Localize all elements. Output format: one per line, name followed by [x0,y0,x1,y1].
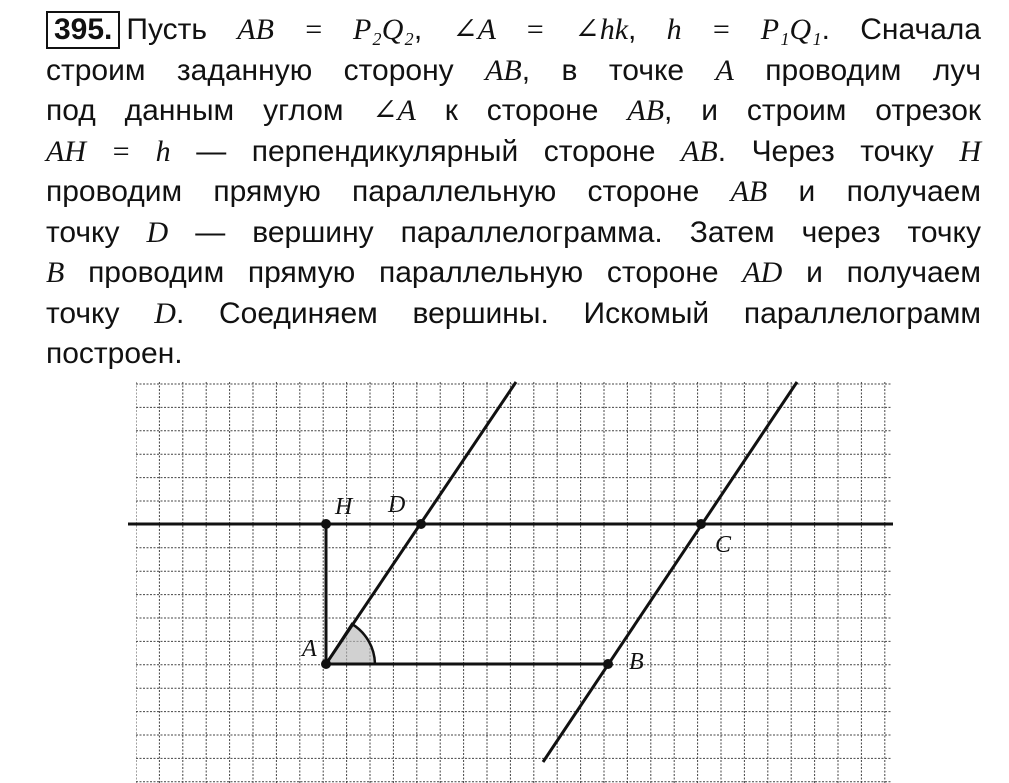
text-run: строим заданную сторону [46,53,486,87]
point-h [321,519,331,529]
point-c [696,519,706,529]
math-run: AD [742,256,783,289]
text-run: и получаем [782,256,981,289]
text-run: построен. [46,337,183,370]
text-run: , в точке [521,53,716,87]
problem-number: 395. [46,11,120,49]
label-c: C [715,532,732,558]
math-run: ₁ [779,13,790,46]
text-run: и получаем [767,175,981,208]
text-run: Пусть [126,13,238,46]
math-run: D [146,215,169,249]
math-run: AB [485,53,522,87]
label-b: B [629,649,644,675]
math-run: AB = P [237,13,372,46]
math-run: ₁ [811,13,822,46]
text-run: , [628,13,667,46]
math-run: ∠A [372,94,416,127]
text-run: точку [46,296,155,330]
math-run: A [715,53,734,87]
math-run: Q [381,13,404,46]
math-run: D [154,296,176,330]
text-run: проводим прямую параллельную стороне [64,256,743,289]
point-a [321,659,331,669]
text-run: точку [46,215,147,249]
text-run: . Сначала [821,13,981,46]
grid-paper [136,382,891,783]
math-run: AB [627,94,665,127]
math-run: Q [789,13,812,46]
label-h: H [335,494,353,520]
math-run: H [959,134,981,168]
math-run: AH = h [46,134,171,168]
text-run: проводим прямую параллельную стороне [46,175,731,208]
math-run: B [46,256,65,289]
text-run: , и строим отрезок [664,94,982,127]
math-run: AB [681,134,718,168]
text-run: под данным углом [46,94,373,127]
point-d [416,519,426,529]
math-run: h = P [666,13,780,46]
text-run: . Через точку [717,134,960,168]
text-run: к стороне [415,94,628,127]
math-run: ∠A = ∠hk [452,13,629,46]
math-run: ₂ [371,13,382,46]
point-b [603,659,613,669]
math-run: AB [730,175,768,208]
text-run: . Соединяем вершины. Искомый параллелограмм [175,296,981,330]
label-a: A [302,636,317,662]
label-d: D [388,492,406,518]
text-run: проводим луч [733,53,981,87]
text-run: — перпендикулярный стороне [170,134,682,168]
text-run: — вершину параллелограмма. Затем через точку [168,215,981,249]
math-run: ₂ [403,13,414,46]
text-run: , [413,13,453,46]
